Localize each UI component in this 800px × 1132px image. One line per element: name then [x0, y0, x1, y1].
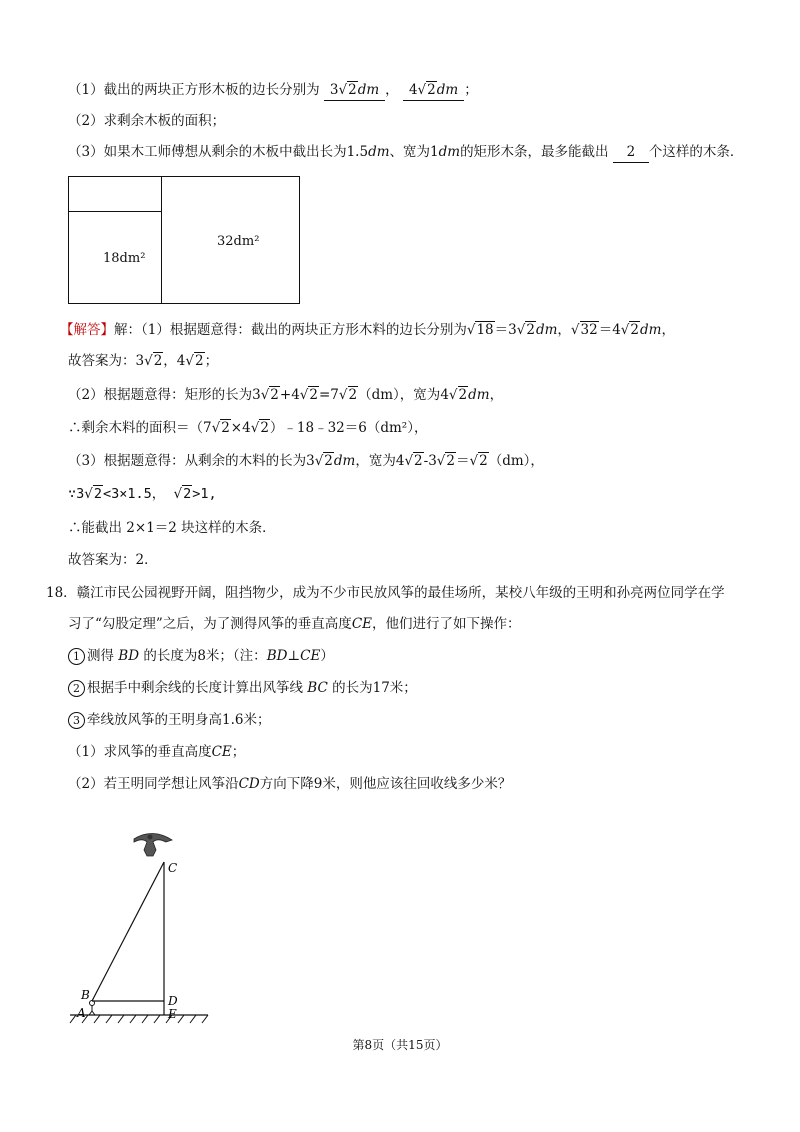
unit: dm: [438, 144, 461, 160]
coef: 3: [252, 387, 261, 403]
text: ）﹣18﹣32＝6（dm²），: [269, 420, 428, 436]
segment-bd: BD: [118, 648, 140, 664]
radicand: 2: [153, 353, 163, 369]
sqrt-2: √2: [299, 387, 318, 403]
page-footer: 第8页（共15页）: [352, 1038, 448, 1052]
segment-bc: BC: [307, 680, 328, 696]
eq: =7: [319, 387, 339, 403]
text: 的长度为8米；（注：: [143, 648, 267, 664]
q17-part3-mid2: 的矩形木条，最多能截出: [460, 144, 609, 160]
text: （dm），: [488, 453, 544, 469]
radicand: 2: [458, 387, 468, 403]
radicand: 2: [183, 486, 192, 502]
text: （dm），宽为: [358, 387, 441, 403]
radicand: 32: [580, 322, 598, 338]
sqrt-2: √2: [620, 322, 639, 338]
sqrt-18: √18: [466, 322, 494, 338]
radicand: 2: [414, 453, 423, 469]
minus: -3: [423, 453, 437, 469]
sqrt-sign: √2: [338, 82, 357, 98]
solution-line-8: 故答案为：2．: [68, 552, 158, 568]
comma: ，: [557, 322, 571, 338]
solution-line-3: [68, 385, 503, 405]
radicand: 2: [630, 322, 639, 338]
text: 习了“勾股定理”之后，为了测得风筝的垂直高度: [68, 616, 352, 632]
q17-answer2: [403, 80, 464, 101]
coef: 4: [291, 387, 300, 403]
coef: 3: [329, 82, 339, 98]
label-e: E: [168, 1007, 177, 1021]
sqrt-2: √2: [436, 453, 455, 469]
q17-part1: [68, 80, 478, 101]
sqrt-2: √2: [469, 453, 488, 469]
radicand: 2: [324, 453, 333, 469]
board-diagram: [68, 176, 300, 304]
q18-intro-2: [68, 614, 521, 634]
sqrt-2: √2: [516, 322, 535, 338]
q17-part3-mid: 、宽为1: [389, 144, 439, 160]
unit: dm: [357, 82, 380, 98]
sqrt-32: √32: [570, 322, 598, 338]
circled-number: 1: [68, 648, 85, 665]
sqrt-sign: √2: [417, 82, 436, 98]
coef: 3: [135, 353, 145, 369]
sqrt-2: √2: [250, 420, 269, 436]
radicand: 2: [270, 387, 279, 403]
segment-cd: CD: [238, 776, 260, 792]
perp-note: BD⊥CE: [266, 648, 321, 664]
inequality-2: >1,: [192, 486, 217, 502]
sqrt-2: √2: [173, 486, 192, 502]
text: ，他们进行了如下操作：: [372, 616, 521, 632]
sqrt-2: √2: [84, 486, 103, 502]
q18-sub-2: [68, 774, 511, 794]
q18-step-1: [68, 646, 334, 666]
circled-number: 3: [68, 712, 85, 729]
radicand: 2: [221, 420, 230, 436]
plus: +: [279, 387, 292, 403]
times: ×4: [230, 420, 251, 436]
q17-part1-text: （1）截出的两块正方形木板的边长分别为: [68, 82, 320, 98]
q18-step-2: [68, 678, 417, 698]
label-d: D: [168, 994, 178, 1008]
text: （2）若王明同学想让风筝沿: [68, 776, 239, 792]
text: ；: [231, 744, 246, 760]
board-divider-vertical: [161, 177, 162, 303]
line-bc: [92, 862, 164, 1001]
segment-ce: CE: [351, 616, 372, 632]
label-b: B: [81, 988, 90, 1002]
radicand: 2: [479, 453, 488, 469]
radicand: 2: [348, 82, 357, 98]
unit: dm: [639, 322, 662, 338]
coef: 4: [408, 82, 418, 98]
semicolon: ；: [464, 82, 478, 98]
text: （1）求风筝的垂直高度: [68, 744, 212, 760]
sqrt-2: √2: [144, 353, 163, 369]
circled-number: 2: [68, 680, 85, 697]
text: ）: [320, 648, 334, 664]
comma: ，: [661, 322, 675, 338]
q18-intro-1: 18．赣江市民公园视野开阔，阻挡物少，成为不少市民放风筝的最佳场所，某校八年级的王明和孙亮两位同学在学: [46, 585, 725, 601]
unit: dm: [535, 322, 558, 338]
semicolon: ；: [204, 353, 219, 369]
unit: dm: [333, 453, 356, 469]
eq: ＝: [494, 322, 509, 338]
segment-ce: CE: [211, 744, 232, 760]
label-c: C: [168, 861, 178, 875]
label-a: A: [77, 1006, 86, 1020]
radicand: 2: [446, 453, 455, 469]
unit: dm: [436, 82, 459, 98]
eq: ＝: [598, 322, 613, 338]
q17-part3-suffix: 个这样的木条．: [648, 144, 744, 160]
radicand: 2: [427, 82, 436, 98]
sqrt-2: √2: [338, 387, 358, 403]
q17-part3-text: （3）如果木工师傅想从剩余的木板中截出长为1.5: [68, 144, 369, 160]
text: 牵线放风筝的王明身高1.6米；: [87, 712, 271, 728]
solution-line-5: [68, 451, 544, 471]
ground-hatch: [70, 1015, 208, 1023]
text: 测得: [87, 648, 114, 664]
eq: ＝: [456, 453, 470, 469]
board-divider-horizontal: [69, 211, 161, 212]
comma: ，: [163, 353, 177, 369]
text: 根据手中剩余线的长度计算出风筝线: [87, 680, 303, 696]
person-icon: [89, 1001, 95, 1016]
solution-tag: 【解答】: [60, 322, 114, 338]
q18-sub-1: [68, 742, 245, 762]
q17-part2: （2）求剩余木板的面积；: [68, 113, 226, 129]
q17-answer3: 2: [613, 142, 649, 163]
area-label-18: 18dm²: [103, 251, 146, 266]
q18-step-3: [68, 710, 270, 730]
q17-answer1: [324, 80, 385, 101]
comma: ，: [385, 82, 399, 98]
because-symbol: ∵: [68, 486, 77, 502]
coef: 3: [306, 453, 315, 469]
solution-line-1: [60, 320, 675, 340]
unit: dm: [468, 387, 490, 403]
text: 方向下降9米，则他应该往回收线多少米？: [259, 776, 512, 792]
sqrt-2: √2: [185, 353, 204, 369]
text: （2）根据题意得：矩形的长为: [68, 387, 253, 403]
radicand: 2: [348, 387, 358, 403]
radicand: 2: [93, 486, 103, 502]
solution-line-2: [68, 351, 218, 371]
radicand: 18: [476, 322, 494, 338]
inequality-1: <3×1.5，: [103, 486, 166, 502]
radicand: 2: [195, 353, 204, 369]
coef: 4: [176, 353, 186, 369]
coef: 4: [395, 453, 405, 469]
sqrt-2: √2: [448, 387, 468, 403]
area-label-32: 32dm²: [217, 234, 260, 249]
coef: 4: [440, 387, 449, 403]
sqrt-2: √2: [260, 387, 279, 403]
comma: ，: [489, 387, 504, 403]
kite-diagram: [60, 826, 220, 1036]
coef: 3: [508, 322, 517, 338]
radicand: 2: [309, 387, 318, 403]
text: 的长为17米；: [332, 680, 417, 696]
coef: 3: [76, 486, 85, 502]
coef: 4: [612, 322, 621, 338]
text: ∴剩余木料的面积＝（7: [68, 420, 212, 436]
kite-bird-icon: [134, 833, 172, 856]
unit: dm: [368, 144, 390, 160]
q17-part3: [68, 142, 743, 163]
solution-line-6: [68, 484, 217, 504]
solution-line-7: ∴能截出 2×1＝2 块这样的木条．: [68, 520, 276, 536]
solution-text: 解：（1）根据题意得：截出的两块正方形木料的边长分别为: [114, 322, 467, 338]
radicand: 2: [260, 420, 269, 436]
solution-line-4: [68, 418, 427, 438]
sqrt-2: √2: [211, 420, 230, 436]
text: ，宽为: [355, 453, 396, 469]
text: （3）根据题意得：从剩余的木料的长为: [68, 453, 307, 469]
answer-prefix: 故答案为：: [68, 353, 136, 369]
sqrt-2: √2: [314, 453, 333, 469]
radicand: 2: [526, 322, 535, 338]
sqrt-2: √2: [404, 453, 423, 469]
